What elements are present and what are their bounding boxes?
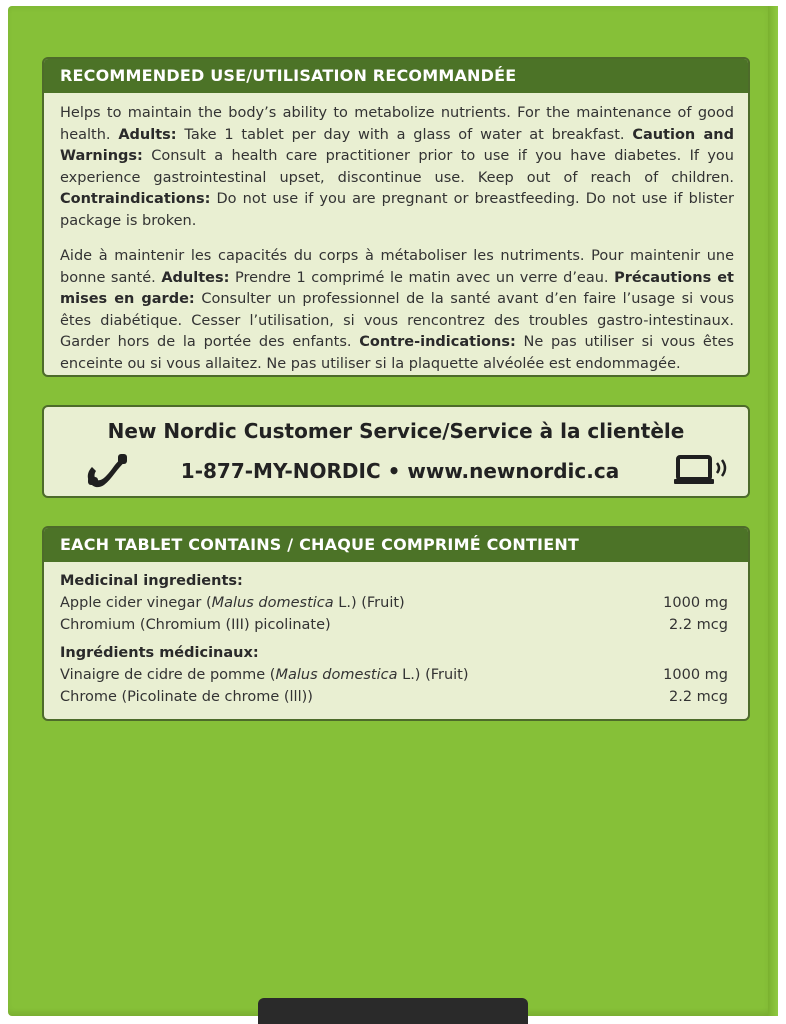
ingredient-name-pre: Vinaigre de cidre de pomme ( — [60, 667, 276, 683]
fr-adults-label: Adultes: — [161, 269, 230, 286]
table-row — [60, 664, 728, 686]
table-row — [60, 686, 728, 708]
ingredient-name — [60, 664, 469, 686]
table-row — [60, 592, 728, 614]
ingredient-amount: 1000 mg — [663, 595, 728, 611]
fr-caution-text: Consulter un professionnel de la santé avant d’en faire l’usage si vous êtes diabétique. Cesser l’utilisation, si vous rencontrez des troubles gastro-intestinaux. Garder hors de la portée des enfants. — [60, 291, 734, 350]
fr-intro: Aide à maintenir les capacités du corps à métaboliser les nutriments. Pour maintenir une bonne santé. — [60, 248, 734, 286]
customer-service-panel — [42, 405, 750, 498]
ingredients-french — [60, 642, 728, 708]
ingredients-panel — [42, 526, 750, 721]
ingredient-name-pre: Apple cider vinegar ( — [60, 595, 212, 611]
package-bottom-tab — [258, 998, 528, 1024]
ingredient-name-post: L.) (Fruit) — [397, 667, 469, 683]
ingredients-english — [60, 570, 728, 636]
recommended-use-english — [60, 103, 734, 232]
en-adults-label: Adults: — [118, 126, 177, 143]
laptop-icon — [672, 451, 718, 491]
fr-contra-text: Ne pas utiliser si vous êtes enceinte ou si vous allaitez. Ne pas utiliser si la plaquette alvéolée est endommagée. — [60, 334, 734, 372]
recommended-use-french — [60, 246, 734, 375]
recommended-use-body — [44, 93, 748, 377]
phone-icon — [82, 451, 128, 491]
ingredient-name-post: L.) (Fruit) — [333, 595, 405, 611]
ingredient-amount: 2.2 mcg — [669, 617, 728, 633]
ingredients-en-heading: Medicinal ingredients: — [60, 573, 243, 589]
ingredient-latin-name: Malus domestica — [211, 595, 334, 611]
ingredient-amount: 1000 mg — [663, 667, 728, 683]
fr-contra-label: Contre-indications: — [359, 334, 516, 350]
customer-service-contact-row — [44, 451, 748, 491]
customer-service-phone-web[interactable]: 1-877-MY-NORDIC • www.newnordic.ca — [180, 459, 620, 483]
en-contra-text: Do not use if you are pregnant or breastfeeding. Do not use if blister package is broken. — [60, 191, 734, 229]
ingredient-latin-name: Malus domestica — [275, 667, 398, 683]
customer-service-title: New Nordic Customer Service/Service à la clientèle — [107, 419, 685, 443]
ingredients-header: EACH TABLET CONTAINS / CHAQUE COMPRIMÉ CONTIENT — [44, 528, 748, 562]
en-caution-text: Consult a health care practitioner prior to use if you have diabetes. If you experience gastrointestinal upset, discontinue use. Keep out of reach of children. — [60, 148, 734, 186]
en-adults-text: Take 1 tablet per day with a glass of water at breakfast. — [176, 126, 633, 143]
en-caution-label: Caution and Warnings: — [60, 126, 734, 164]
fr-adults-text: Prendre 1 comprimé le matin avec un verre d’eau. — [229, 269, 615, 286]
recommended-use-header: RECOMMENDED USE/UTILISATION RECOMMANDÉE — [44, 59, 748, 93]
ingredient-name: Chrome (Picolinate de chrome (lll)) — [60, 689, 313, 705]
en-intro: Helps to maintain the body’s ability to metabolize nutrients. For the maintenance of good health. — [60, 105, 734, 143]
package-side-edge — [768, 6, 778, 1016]
en-contra-label: Contraindications: — [60, 191, 211, 207]
ingredient-name: Chromium (Chromium (III) picolinate) — [60, 617, 331, 633]
ingredients-fr-heading: Ingrédients médicinaux: — [60, 645, 259, 661]
ingredients-body — [44, 562, 748, 721]
fr-caution-label: Précautions et mises en garde: — [60, 269, 734, 307]
ingredient-amount: 2.2 mcg — [669, 689, 728, 705]
ingredient-name — [60, 592, 405, 614]
recommended-use-panel — [42, 57, 750, 377]
table-row — [60, 614, 728, 636]
